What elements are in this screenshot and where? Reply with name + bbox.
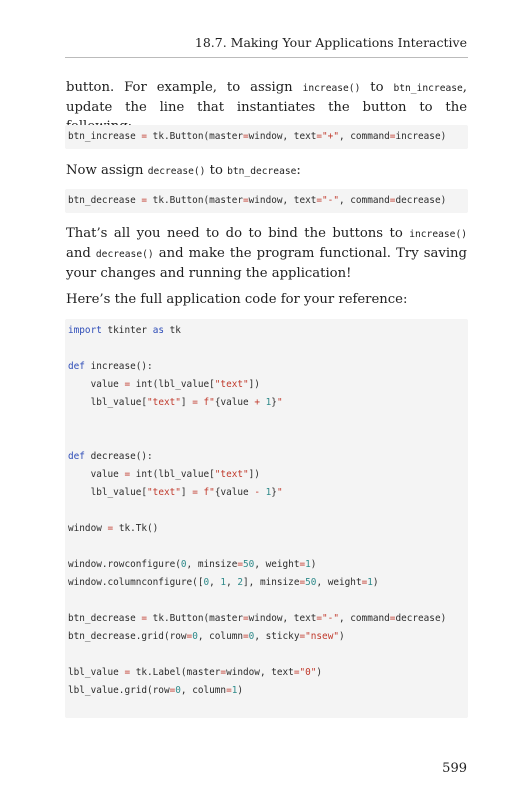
- code-token: window, text: [226, 667, 294, 678]
- paragraph-text: :: [296, 163, 301, 178]
- code-token: , command: [338, 131, 390, 142]
- code-token: -: [254, 487, 260, 498]
- paragraph-text: and: [66, 246, 96, 261]
- code-token: import: [68, 325, 102, 336]
- code-token: 1: [231, 685, 238, 696]
- code-block-decrease: [65, 189, 468, 213]
- code-token: btn_increase: [68, 131, 142, 142]
- code-token: tk: [163, 325, 181, 336]
- code-token: decrease():: [84, 451, 153, 462]
- code-token: btn_decrease: [68, 613, 142, 624]
- code-token: ]): [248, 469, 260, 480]
- code-line: [68, 451, 153, 463]
- code-token: 50: [305, 577, 317, 588]
- code-token: btn_decrease.grid(row: [68, 631, 187, 642]
- code-line: [68, 469, 260, 481]
- code-token: window: [68, 523, 108, 534]
- code-token: "text": [147, 397, 181, 408]
- code-token: increase): [395, 131, 447, 142]
- code-token: =: [124, 667, 131, 678]
- code-token: +: [254, 397, 260, 408]
- code-line: [68, 613, 446, 625]
- code-token: lbl_value[: [68, 487, 148, 498]
- code-token: window, text: [248, 613, 317, 624]
- code-token: f": [203, 487, 215, 498]
- code-line: [68, 577, 379, 589]
- paragraph-text: , update the line that instantiates the button to the: [66, 80, 467, 115]
- paragraph-text: to: [205, 163, 228, 178]
- code-token: 1: [367, 577, 373, 588]
- code-token: =: [242, 131, 249, 142]
- code-token: tk.Tk(): [113, 523, 159, 534]
- code-token: "nsew": [305, 631, 339, 642]
- code-token: =: [389, 195, 396, 206]
- code-token: 0: [203, 577, 210, 588]
- code-token: f": [203, 397, 215, 408]
- paragraph-text: Now assign: [66, 163, 148, 178]
- code-token: ): [339, 631, 345, 642]
- code-token: 2: [237, 577, 244, 588]
- code-token: tkinter: [101, 325, 153, 336]
- code-token: 1: [265, 397, 272, 408]
- code-token: 0: [175, 685, 181, 696]
- code-token: , minsize: [186, 559, 238, 570]
- paragraph-bind-buttons: [66, 224, 467, 283]
- code-line: [68, 523, 158, 535]
- code-token: =: [192, 487, 198, 498]
- code-token: int(lbl_value[: [130, 469, 215, 480]
- inline-code: decrease(): [147, 166, 206, 177]
- code-token: , command: [338, 195, 390, 206]
- code-token: =: [141, 131, 148, 142]
- code-token: =: [242, 195, 249, 206]
- code-token: =: [186, 631, 193, 642]
- code-token: ": [276, 397, 283, 408]
- code-token: window.rowconfigure(: [68, 559, 181, 570]
- code-line: [68, 667, 322, 679]
- code-token: =: [299, 631, 306, 642]
- code-token: , weight: [316, 577, 362, 588]
- code-token: window, text: [248, 195, 317, 206]
- code-token: =: [293, 667, 300, 678]
- code-token: 1: [265, 487, 272, 498]
- code-token: =: [299, 577, 306, 588]
- code-line: [68, 131, 446, 143]
- code-token: def: [68, 451, 85, 462]
- code-token: int(lbl_value[: [130, 379, 215, 390]
- code-token: =: [316, 131, 323, 142]
- code-token: =: [389, 613, 396, 624]
- code-token: =: [361, 577, 368, 588]
- code-token: }: [271, 397, 277, 408]
- code-token: "-": [322, 613, 339, 624]
- code-line: [68, 487, 283, 499]
- inline-code: increase(): [302, 83, 361, 94]
- paragraph-full-code-intro: Here’s the full application code for your reference:: [66, 292, 408, 307]
- code-token: }: [271, 487, 277, 498]
- code-token: =: [107, 523, 114, 534]
- code-token: ): [310, 559, 317, 570]
- code-token: ]: [180, 397, 193, 408]
- code-token: =: [141, 195, 148, 206]
- inline-code: btn_decrease: [227, 166, 297, 177]
- code-token: ": [276, 487, 283, 498]
- code-token: window.columnconfigure([: [68, 577, 204, 588]
- code-token: decrease): [395, 195, 447, 206]
- code-token: ,: [209, 577, 221, 588]
- code-token: value: [68, 379, 125, 390]
- code-token: btn_decrease: [68, 195, 142, 206]
- code-token: tk.Label(master: [130, 667, 221, 678]
- paragraph-text: button. For example, to assign: [66, 80, 303, 95]
- code-token: =: [192, 397, 198, 408]
- code-token: =: [141, 613, 148, 624]
- code-token: =: [124, 379, 131, 390]
- code-line: [68, 361, 153, 373]
- code-token: "0": [299, 667, 317, 678]
- code-token: 1: [305, 559, 311, 570]
- code-token: =: [316, 195, 323, 206]
- code-token: 50: [243, 559, 255, 570]
- code-token: lbl_value[: [68, 397, 148, 408]
- code-token: =: [124, 469, 131, 480]
- code-token: def: [68, 361, 85, 372]
- code-token: , command: [338, 613, 390, 624]
- code-line: [68, 685, 243, 697]
- code-token: "-": [322, 195, 339, 206]
- paragraph-text: That’s all you need to do to bind the buttons to: [66, 226, 410, 241]
- code-token: tk.Button(master: [147, 131, 243, 142]
- code-token: =: [226, 685, 232, 696]
- code-token: =: [299, 559, 306, 570]
- code-token: {value: [214, 487, 255, 498]
- code-block-increase: [65, 125, 468, 149]
- code-token: "text": [147, 487, 181, 498]
- code-token: tk.Button(master: [147, 195, 243, 206]
- code-token: ], minsize: [243, 577, 300, 588]
- code-line: [68, 559, 316, 571]
- page-number: 599: [442, 761, 467, 776]
- inline-code: increase(): [409, 229, 467, 240]
- code-token: , column: [197, 631, 243, 642]
- paragraph-text: to: [360, 80, 394, 95]
- header-divider: [65, 57, 468, 58]
- code-token: window, text: [248, 131, 317, 142]
- code-token: ): [316, 667, 323, 678]
- code-block-full-application: [65, 319, 468, 718]
- paragraph-assign-decrease: [66, 161, 467, 181]
- code-line: [68, 195, 446, 207]
- code-token: lbl_value: [68, 667, 125, 678]
- code-token: =: [237, 559, 244, 570]
- code-token: =: [220, 667, 227, 678]
- code-line: [68, 397, 283, 409]
- code-token: =: [169, 685, 176, 696]
- code-token: "+": [322, 131, 339, 142]
- code-token: ]: [180, 487, 193, 498]
- code-token: 0: [248, 631, 255, 642]
- running-header: 18.7. Making Your Applications Interactive: [194, 35, 467, 50]
- code-token: ]): [248, 379, 260, 390]
- code-token: lbl_value.grid(row: [68, 685, 170, 696]
- code-token: {value: [214, 397, 255, 408]
- code-token: increase():: [84, 361, 153, 372]
- code-token: =: [316, 613, 323, 624]
- code-token: "text": [214, 469, 249, 480]
- code-line: [68, 631, 345, 643]
- code-token: 1: [220, 577, 227, 588]
- code-token: ,: [226, 577, 238, 588]
- code-token: value: [68, 469, 125, 480]
- code-token: , weight: [254, 559, 300, 570]
- code-token: 0: [180, 559, 187, 570]
- code-token: "text": [214, 379, 249, 390]
- code-token: , column: [180, 685, 227, 696]
- code-token: tk.Button(master: [147, 613, 243, 624]
- code-token: =: [243, 631, 249, 642]
- code-token: ): [237, 685, 244, 696]
- inline-code: btn_increase: [393, 83, 463, 94]
- code-token: =: [389, 131, 396, 142]
- code-token: decrease): [395, 613, 447, 624]
- code-token: =: [242, 613, 249, 624]
- code-token: as: [152, 325, 164, 336]
- code-line: [68, 325, 181, 337]
- code-line: [68, 379, 260, 391]
- inline-code: decrease(): [95, 249, 154, 260]
- code-token: , sticky: [254, 631, 300, 642]
- code-token: 0: [192, 631, 198, 642]
- code-token: ): [372, 577, 379, 588]
- paragraph-text: and make the program functional. Try saving your changes and running the application!: [66, 246, 467, 281]
